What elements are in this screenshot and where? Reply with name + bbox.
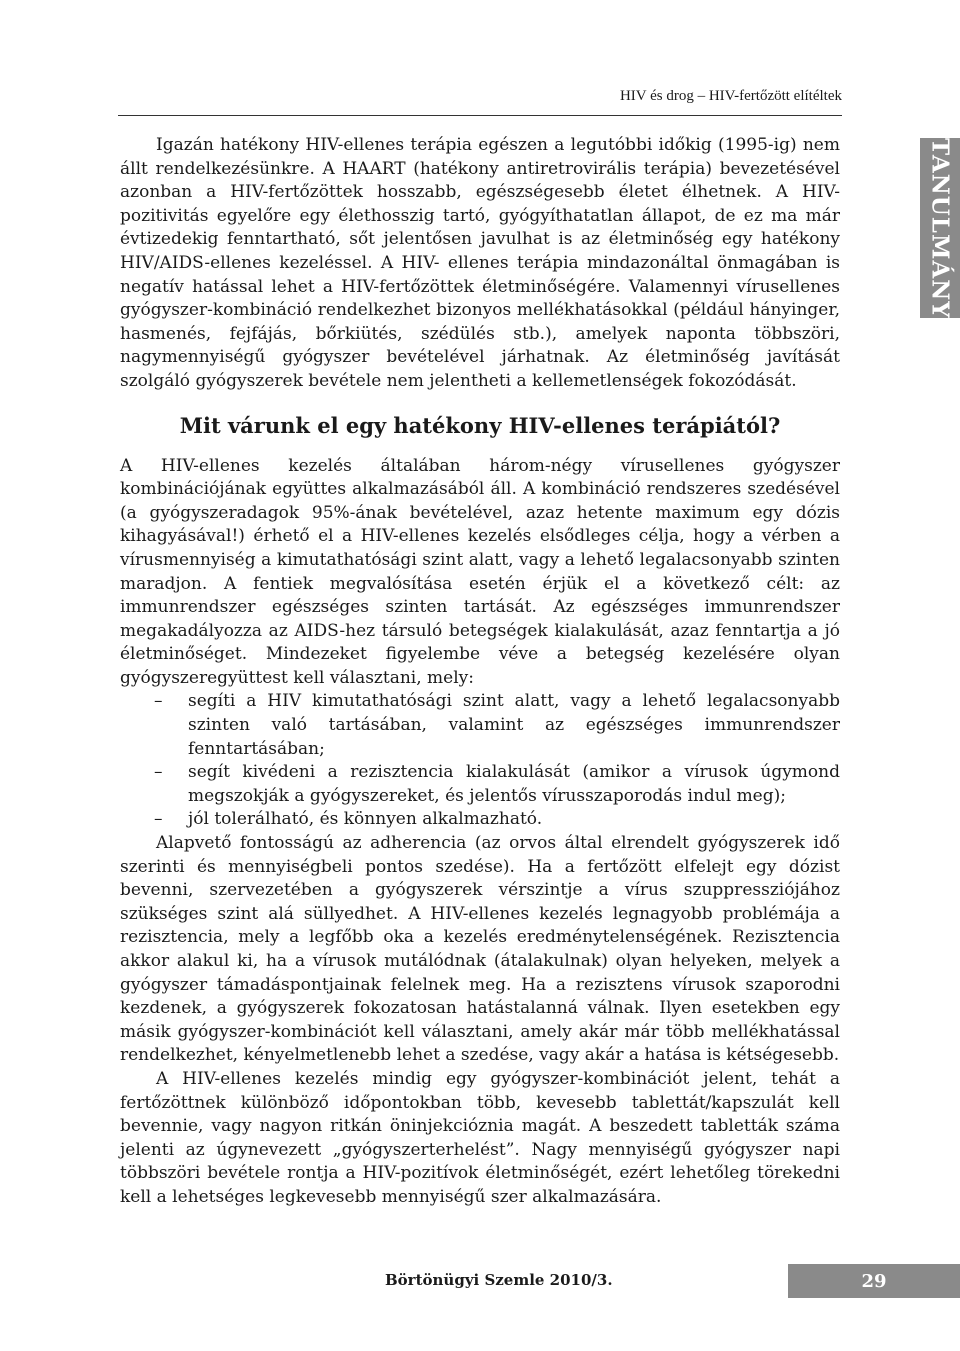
section-tab-label: TANULMÁNY xyxy=(926,137,954,319)
list-item: – jól tolerálható, és könnyen alkalmazható. xyxy=(120,808,840,832)
list-item: – segít kivédeni a rezisztencia kialakulását (amikor a vírusok úgymond megszokják a gyógyszereket, és jelentős vírusszaporodás indul meg); xyxy=(120,761,840,808)
header-divider xyxy=(118,115,842,116)
section-tab xyxy=(920,138,960,318)
running-header: HIV és drog – HIV-fertőzött elítéltek xyxy=(619,88,842,104)
article-body xyxy=(120,134,840,1210)
page-number-box xyxy=(788,1264,960,1298)
footer-journal-title: Börtönügyi Szemle 2010/3. xyxy=(385,1271,613,1289)
body-paragraph-3: A HIV-ellenes kezelés mindig egy gyógyszer-kombinációt jelent, tehát a fertőzöttnek különböző időpontokban több, kevesebb tablettát/kapszulát kell bevennie, vagy nagyon ritkán öninjekcióznia magát. A beszedett tabletták száma jelenti az úgynevezett „gyógyszerterhelést”. Nagy mennyiségű gyógyszer napi többszöri bevétele rontja a HIV-pozitívok életminőségét, ezért lehetőleg törekedni kell a lehetséges legkevesebb mennyiségű szer alkalmazására. xyxy=(120,1068,840,1207)
body-paragraph-1: A HIV-ellenes kezelés általában három-négy vírusellenes gyógyszer kombinációjának együttes alkalmazásából áll. A kombináció rendszeres szedésével (a gyógyszeradagok 95%-ának bevételével, azaz hetente maximum egy dózis kihagyásával!) érhető el a HIV-ellenes kezelés elsődleges célja, hogy a vérben a vírusmennyiség a kimutathatósági szint alatt, vagy a lehető legalacsonyabb szinten maradjon. A fentiek megvalósítása esetén érjük el a következő célt: az immunrendszer egészséges szinten tartását. Az egészséges immunrendszer megakadályozza az AIDS-hez társuló betegségek kialakulását, azaz fenntartja a jó életminőséget. Mindezeket figyelembe véve a betegség kezelésére olyan gyógyszeregyüttest kell választani, mely: xyxy=(120,455,840,688)
section-heading: Mit várunk el egy hatékony HIV-ellenes terápiától? xyxy=(179,412,781,438)
intro-paragraph: Igazán hatékony HIV-ellenes terápia egészen a legutóbbi időkig (1995-ig) nem állt rendelkezésünkre. A HAART (hatékony antiretrovirális terápia) bevezetésével azonban a HIV-fertőzöttek hosszabb, egészségesebb életet élhetnek. A HIV-pozitivitás egyelőre egy élethosszig tartó, gyógyíthatatlan állapot, de ez ma már évtizedekig fenntartható, sőt jelentősen javulhat is az életminőség egy hatékony HIV/AIDS-ellenes kezeléssel. A HIV- ellenes terápia mindazonáltal önmagában is negatív hatással lehet a HIV-fertőzöttek életminőségére. Valamennyi vírusellenes gyógyszer-kombináció rendelkezhet bizonyos mellékhatásokkal (például hányinger, hasmenés, fejfájás, bőrkiütés, szédülés stb.), amelyek naponta többszöri, nagymennyiségű gyógyszer bevételével járhatnak. Az életminőség javítását szolgáló gyógyszerek bevétele nem jelentheti a kellemetlenségek fokozódását. xyxy=(120,135,840,391)
goals-list xyxy=(120,690,840,832)
body-paragraph-2: Alapvető fontosságú az adherencia (az orvos által elrendelt gyógyszerek idő szerinti és mennyiségbeli pontos szedése). Ha a fertőzött elfelejt egy dózist bevenni, szervezetében a gyógyszerek vérszintje a vírus szuppressziójához szükséges szint alá süllyedhet. A HIV-ellenes kezelés legnagyobb problémája a rezisztencia, mely a legfőbb oka a kezelés eredménytelenségének. Rezisztencia akkor alakul ki, ha a vírusok mutálódnak (átalakulnak) olyan helyeken, melyek a gyógyszer támadáspontjainak felelnek meg. Ha a rezisztens vírusok szaporodni kezdenek, a gyógyszerek fokozatosan hatástalanná válnak. Ilyen esetekben egy másik gyógyszer-kombinációt kell választani, amely akár már több mellékhatással rendelkezhet, kényelmetlenebb lehet a szedése, vagy akár a hatása is kétségesebb. xyxy=(120,833,840,1066)
list-item: – segíti a HIV kimutathatósági szint alatt, vagy a lehető legalacsonyabb szinten való tartásában, valamint az egészséges immunrendszer fenntartásában; xyxy=(120,690,840,761)
page-number: 29 xyxy=(861,1270,887,1292)
